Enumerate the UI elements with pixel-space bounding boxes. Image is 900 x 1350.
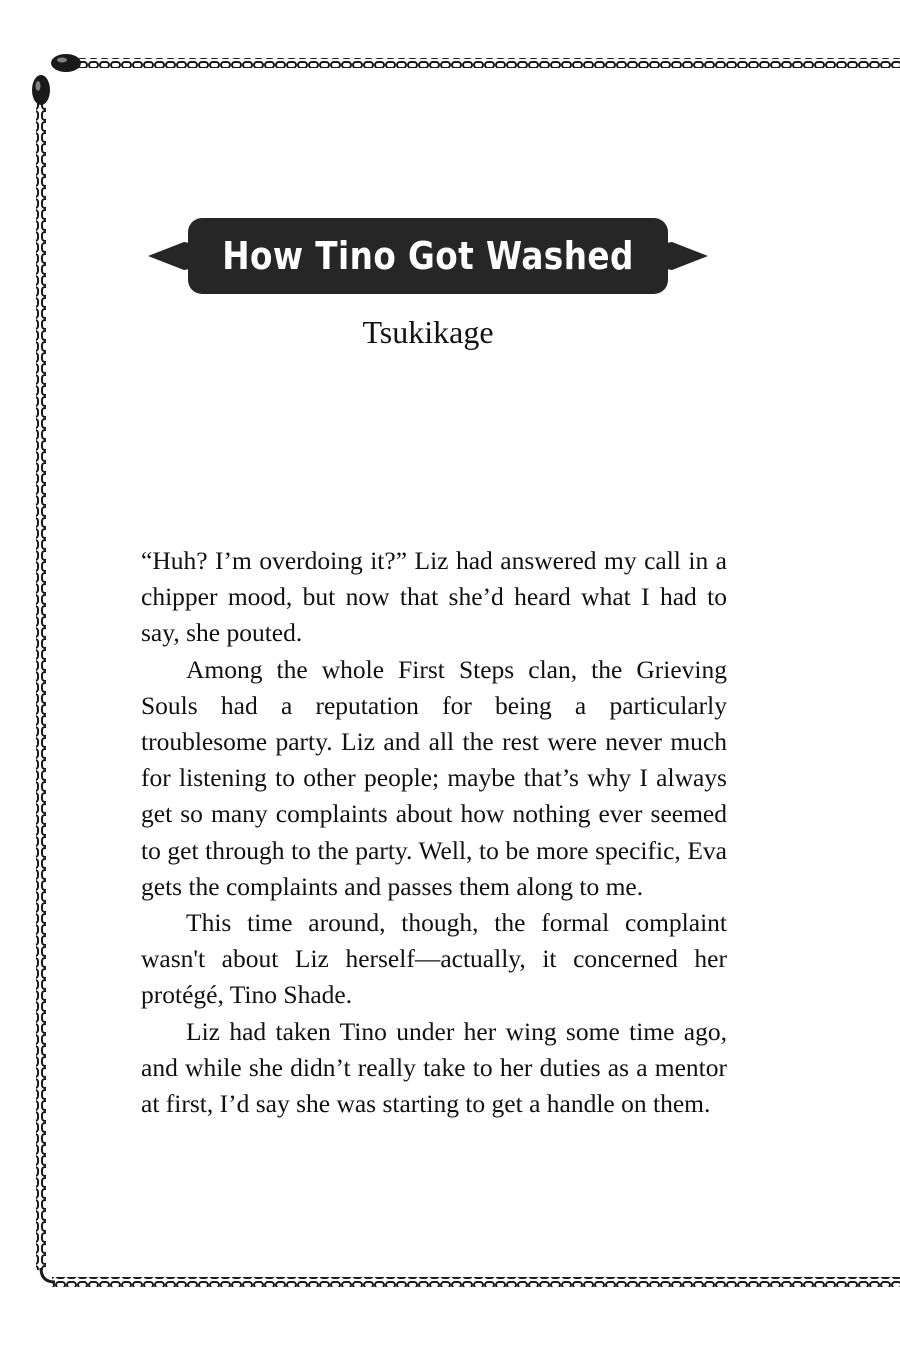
story-title: How Tino Got Washed bbox=[222, 234, 634, 278]
author-name: Tsukikage bbox=[362, 314, 494, 350]
story-body bbox=[141, 543, 727, 1122]
chain-bead-top bbox=[51, 54, 81, 72]
paragraph: Liz had taken Tino under her wing some time ago, and while she didn’t really take to her duties as a mentor at first, I’d say she was starting to get a handle on them. bbox=[141, 1016, 727, 1119]
title-banner bbox=[148, 218, 708, 294]
bottom-chain bbox=[52, 1277, 900, 1287]
top-chain bbox=[72, 58, 900, 68]
chain-bead-left bbox=[32, 75, 50, 105]
paragraph: Among the whole First Steps clan, the Grieving Souls had a reputation for being a particularly troublesome party. Liz and all the rest were never much for listening to other people; maybe that’s why I always get so many complaints about how nothing ever seemed to get through to the party. Well, to be more specific, Eva gets the complaints and passes them along to me. bbox=[141, 654, 727, 901]
paragraph: This time around, though, the formal complaint wasn't about Liz herself—actually, it concerned her protégé, Tino Shade. bbox=[141, 908, 727, 1010]
paragraph: “Huh? I’m overdoing it?” Liz had answered my call in a chipper mood, but now that she’d heard what I had to say, she pouted. bbox=[141, 546, 727, 648]
left-chain bbox=[36, 100, 46, 1270]
